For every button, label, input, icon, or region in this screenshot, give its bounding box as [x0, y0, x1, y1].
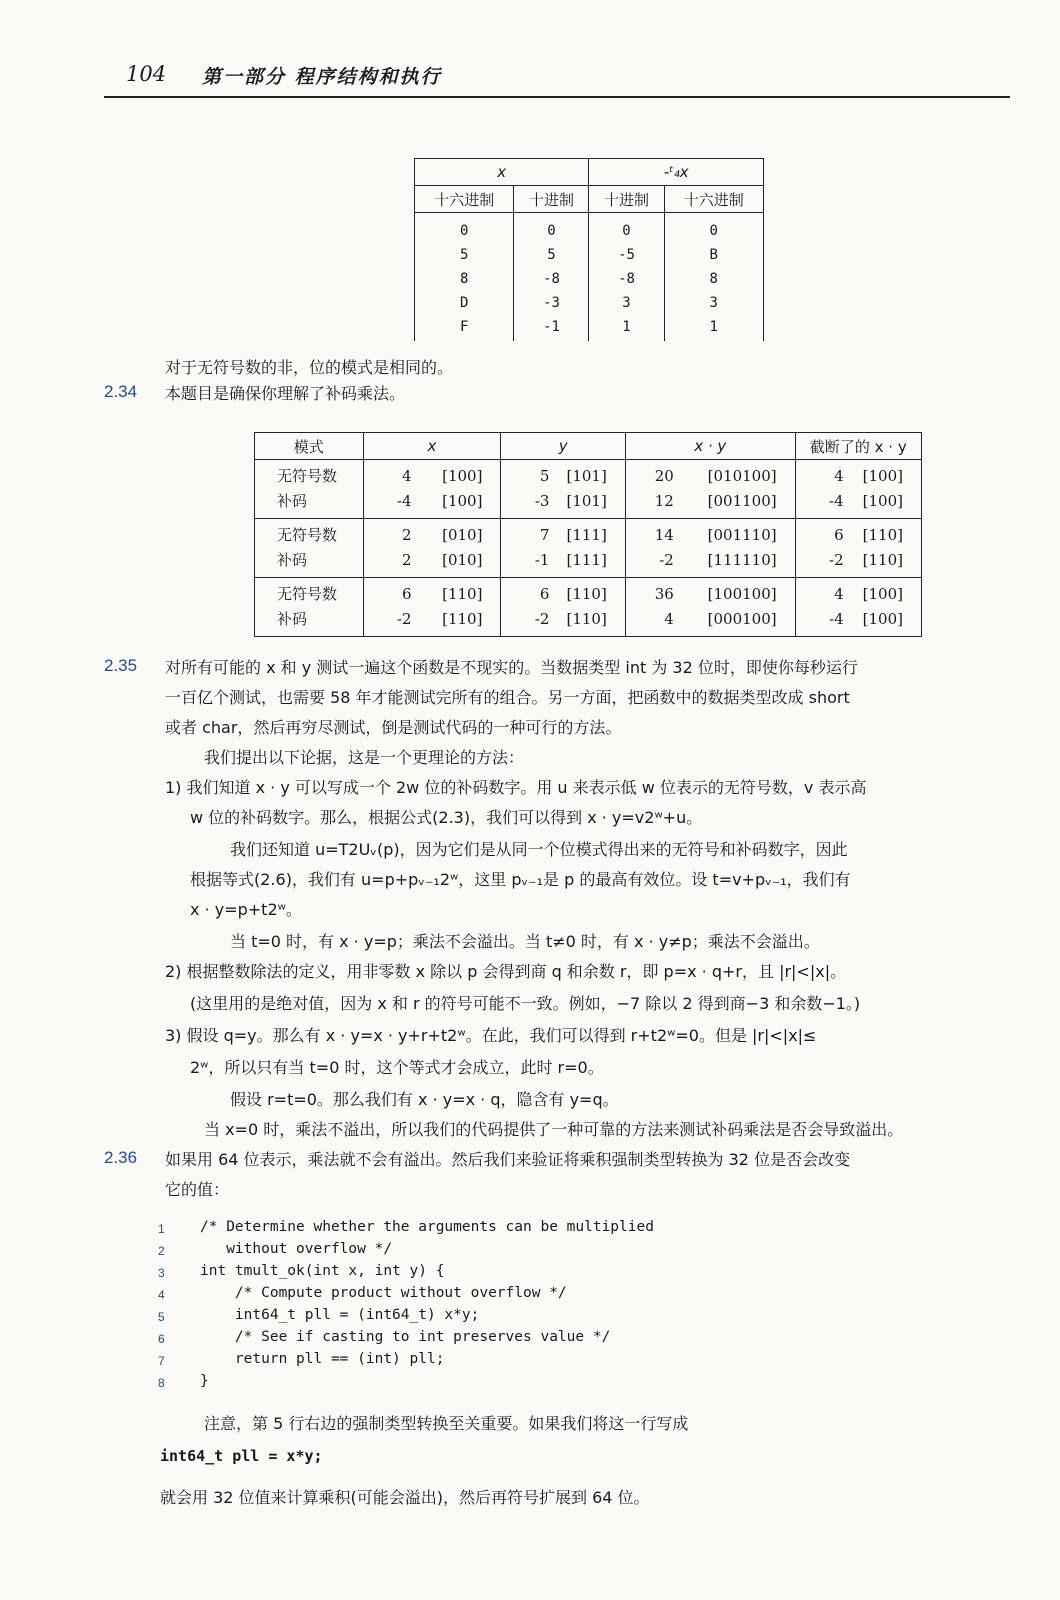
text-line: 3) 假设 q=y。那么有 x · y=x · y+r+t2ʷ。在此，我们可以得到 r+t2ʷ=0。但是 |r|<|x|≤ — [165, 1026, 817, 1045]
col-header-truncated: 截断了的 x · y — [795, 433, 921, 460]
value-cell — [625, 460, 795, 519]
table-cell: 0 — [460, 223, 469, 239]
value-cell — [363, 519, 501, 578]
line-number: 7 — [158, 1354, 165, 1368]
text-line: 2ʷ，所以只有当 t=0 时，这个等式才会成立，此时 r=0。 — [190, 1058, 604, 1077]
mode-label: 无符号数 — [277, 526, 338, 544]
table-cell: 1 — [709, 319, 718, 335]
line-number: 6 — [158, 1332, 165, 1346]
decimal-value: 6 — [834, 526, 844, 544]
text-line: (这里用的是绝对值，因为 x 和 r 的符号可能不一致。例如，−7 除以 2 得到商−3 和余数−1。) — [190, 994, 861, 1013]
bit-pattern: [110] — [862, 526, 903, 544]
note-unsigned-negation: 对于无符号数的非，位的模式是相同的。 — [165, 358, 454, 377]
col-header: 十六进制 — [415, 186, 514, 213]
text-line: 2) 根据整数除法的定义，用非零数 x 除以 p 会得到商 q 和余数 r，即 p=x · q+r，且 |r|<|x|。 — [165, 962, 847, 981]
decimal-value: 20 — [654, 467, 674, 485]
decimal-value: 6 — [401, 585, 412, 603]
problem-number-2-36: 2.36 — [104, 1148, 138, 1167]
mode-label: 无符号数 — [277, 467, 338, 485]
table-row — [255, 519, 922, 578]
col-header: 十进制 — [514, 186, 589, 213]
problem-number-2-35: 2.35 — [104, 656, 138, 675]
bit-pattern: [111] — [566, 526, 607, 544]
value-cell — [795, 578, 921, 637]
bit-pattern: [100100] — [707, 585, 777, 603]
bit-pattern: [110] — [862, 551, 903, 569]
table-cell: B — [709, 247, 718, 263]
value-cell — [625, 578, 795, 637]
decimal-value: -2 — [829, 551, 844, 569]
value-cell — [501, 578, 625, 637]
table-cell: -3 — [543, 295, 560, 311]
group-header-x: x — [415, 159, 589, 186]
bit-pattern: [100] — [442, 492, 483, 510]
code-line: /* Compute product without overflow */ — [200, 1285, 567, 1301]
table-row — [255, 578, 922, 637]
group-header-negx: -ᵗ₄x — [589, 159, 764, 186]
final-note: 就会用 32 位值来计算乘积(可能会溢出)，然后再符号扩展到 64 位。 — [160, 1488, 650, 1507]
table-cell: -5 — [618, 247, 635, 263]
mode-label: 补码 — [277, 492, 308, 510]
decimal-value: -2 — [659, 551, 674, 569]
line-number: 3 — [158, 1266, 165, 1280]
text-line: 对所有可能的 x 和 y 测试一遍这个函数是不现实的。当数据类型 int 为 32 位时，即使你每秒运行 — [165, 658, 858, 677]
value-cell — [501, 519, 625, 578]
decimal-value: -3 — [534, 492, 550, 510]
bit-pattern: [111] — [566, 551, 607, 569]
code-line: return pll == (int) pll; — [200, 1351, 445, 1367]
text-line: 一百亿个测试，也需要 58 年才能测试完所有的组合。另一方面，把函数中的数据类型改成 short — [165, 688, 850, 707]
bit-pattern: [110] — [566, 610, 607, 628]
code-snippet: int64_t pll = x*y; — [160, 1447, 323, 1465]
table-cell: 0 — [547, 223, 556, 239]
bit-pattern: [101] — [566, 492, 607, 510]
bit-pattern: [100] — [862, 492, 903, 510]
line-number: 8 — [158, 1376, 165, 1390]
table-column — [664, 213, 764, 342]
note-cast: 注意，第 5 行右边的强制类型转换至关重要。如果我们将这一行写成 — [204, 1414, 689, 1433]
bit-pattern: [110] — [442, 610, 483, 628]
col-header-y: y — [501, 433, 625, 460]
table-cell: -1 — [543, 319, 560, 335]
decimal-value: -2 — [534, 610, 550, 628]
table-cell: 3 — [709, 295, 718, 311]
decimal-value: -4 — [829, 492, 844, 510]
code-line: int tmult_ok(int x, int y) { — [200, 1263, 445, 1279]
mode-label: 无符号数 — [277, 585, 338, 603]
table-row — [255, 460, 922, 519]
decimal-value: 4 — [834, 585, 844, 603]
col-header-mode: 模式 — [255, 433, 364, 460]
value-cell — [363, 578, 501, 637]
decimal-value: 36 — [654, 585, 674, 603]
table-cell: F — [460, 319, 469, 335]
decimal-value: 4 — [664, 610, 674, 628]
text-line: 假设 r=t=0。那么我们有 x · y=x · q，隐含有 y=q。 — [230, 1090, 619, 1109]
col-header-x: x — [363, 433, 501, 460]
text-line: 如果用 64 位表示，乘法就不会有溢出。然后我们来验证将乘积强制类型转换为 32 位是否会改变 — [165, 1150, 851, 1169]
decimal-value: 7 — [539, 526, 550, 544]
decimal-value: 14 — [654, 526, 674, 544]
text-line: 我们提出以下论据，这是一个更理论的方法： — [204, 748, 525, 767]
table-cell: 5 — [547, 247, 556, 263]
bit-pattern: [101] — [566, 467, 607, 485]
code-line: /* Determine whether the arguments can be multiplied — [200, 1219, 654, 1235]
decimal-value: 2 — [401, 551, 412, 569]
table-column — [589, 213, 664, 342]
line-number: 4 — [158, 1288, 165, 1302]
table-cell: 0 — [709, 223, 718, 239]
value-cell — [795, 460, 921, 519]
table-column — [415, 213, 514, 342]
page-header — [104, 56, 1010, 98]
table-cell: 3 — [622, 295, 631, 311]
bit-pattern: [100] — [862, 585, 903, 603]
table-column — [514, 213, 589, 342]
decimal-value: 4 — [401, 467, 412, 485]
text-line: w 位的补码数字。那么，根据公式(2.3)，我们可以得到 x · y=v2ʷ+u。 — [190, 808, 703, 827]
text-line: 或者 char，然后再穷尽测试，倒是测试代码的一种可行的方法。 — [165, 718, 622, 737]
decimal-value: -1 — [534, 551, 550, 569]
bit-pattern: [001110] — [707, 526, 777, 544]
table-cell: 8 — [709, 271, 718, 287]
table-cell: 5 — [460, 247, 469, 263]
code-line: int64_t pll = (int64_t) x*y; — [200, 1307, 480, 1323]
code-line: /* See if casting to int preserves value */ — [200, 1329, 611, 1345]
decimal-value: -4 — [829, 610, 844, 628]
text-line: x · y=p+t2ʷ。 — [190, 900, 302, 919]
decimal-value: -2 — [396, 610, 412, 628]
decimal-value: 12 — [654, 492, 674, 510]
col-header: 十进制 — [589, 186, 664, 213]
bit-pattern: [001100] — [707, 492, 777, 510]
text-line: 当 x=0 时，乘法不溢出，所以我们的代码提供了一种可靠的方法来测试补码乘法是否会导致溢出。 — [204, 1120, 904, 1139]
line-number: 5 — [158, 1310, 165, 1324]
problem-number-2-34: 2.34 — [104, 382, 138, 401]
mode-cell — [255, 519, 364, 578]
col-header: 十六进制 — [664, 186, 764, 213]
text-line: 1) 我们知道 x · y 可以写成一个 2w 位的补码数字。用 u 来表示低 w 位表示的无符号数，v 表示高 — [165, 778, 867, 797]
col-header-xy: x · y — [625, 433, 795, 460]
line-number: 2 — [158, 1244, 165, 1258]
decimal-value: 6 — [539, 585, 550, 603]
text-line: 我们还知道 u=T2Uᵥ(p)，因为它们是从同一个位模式得出来的无符号和补码数字，因此 — [230, 840, 848, 859]
table-cell: 8 — [460, 271, 469, 287]
chapter-title: 第一部分 程序结构和执行 — [202, 66, 442, 88]
mode-label: 补码 — [277, 551, 308, 569]
decimal-value: 4 — [834, 467, 844, 485]
bit-pattern: [010] — [442, 526, 483, 544]
table-cell: -8 — [618, 271, 635, 287]
code-line: } — [200, 1373, 209, 1389]
value-cell — [795, 519, 921, 578]
mode-label: 补码 — [277, 610, 308, 628]
code-line: without overflow */ — [200, 1241, 393, 1257]
table-cell: -8 — [543, 271, 560, 287]
bit-pattern: [100] — [862, 467, 903, 485]
decimal-value: 2 — [401, 526, 412, 544]
mode-cell — [255, 578, 364, 637]
problem-2-34-text: 本题目是确保你理解了补码乘法。 — [165, 384, 406, 403]
multiplication-table — [254, 432, 922, 637]
bit-pattern: [110] — [566, 585, 607, 603]
page-number: 104 — [126, 62, 167, 86]
mode-cell — [255, 460, 364, 519]
bit-pattern: [110] — [442, 585, 483, 603]
value-cell — [363, 460, 501, 519]
table-cell: D — [460, 295, 469, 311]
text-line: 它的值： — [165, 1180, 230, 1199]
bit-pattern: [100] — [862, 610, 903, 628]
decimal-value: -4 — [396, 492, 412, 510]
negation-table — [414, 158, 764, 341]
value-cell — [501, 460, 625, 519]
decimal-value: 5 — [539, 467, 550, 485]
bit-pattern: [010100] — [707, 467, 777, 485]
table-cell: 0 — [622, 223, 631, 239]
bit-pattern: [111110] — [707, 551, 777, 569]
bit-pattern: [000100] — [707, 610, 777, 628]
line-number: 1 — [158, 1222, 165, 1236]
value-cell — [625, 519, 795, 578]
bit-pattern: [010] — [442, 551, 483, 569]
bit-pattern: [100] — [442, 467, 483, 485]
table-cell: 1 — [622, 319, 631, 335]
text-line: 当 t=0 时，有 x · y=p；乘法不会溢出。当 t≠0 时，有 x · y≠p；乘法不会溢出。 — [230, 932, 820, 951]
text-line: 根据等式(2.6)，我们有 u=p+pᵥ₋₁2ʷ，这里 pᵥ₋₁是 p 的最高有效位。设 t=v+pᵥ₋₁，我们有 — [190, 870, 851, 889]
